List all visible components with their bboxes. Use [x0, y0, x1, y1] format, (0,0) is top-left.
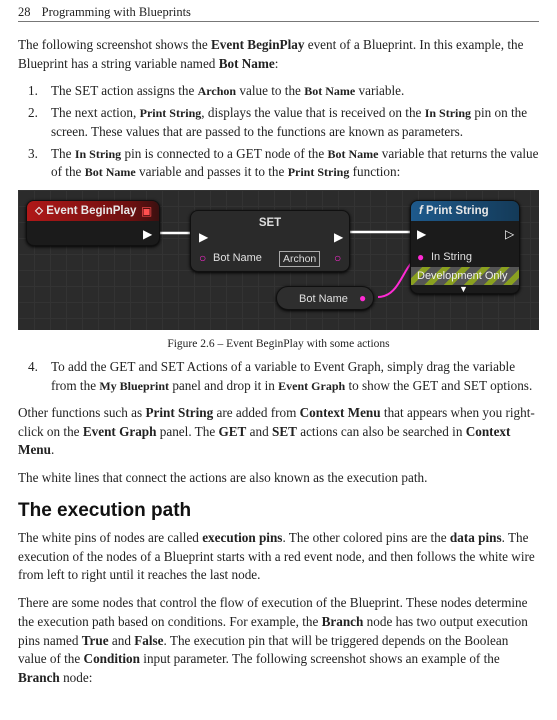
text-run: , displays the value that is received on the: [201, 105, 425, 121]
list-item: [18, 82, 539, 101]
exec-pin-icon[interactable]: ▶: [417, 227, 427, 242]
text-run: to show the GET and SET options.: [345, 378, 533, 394]
bold-term: In String: [74, 146, 122, 161]
paragraph: The white lines that connect the actions are also known as the execution path.: [18, 470, 428, 486]
list-number: 2.: [28, 105, 38, 121]
string-pin-icon[interactable]: ○: [334, 251, 342, 266]
text-run: Other functions such as: [18, 404, 146, 420]
bold-term: Event Graph: [278, 379, 346, 394]
bold-term: Print String: [139, 106, 202, 121]
bold-term: Print String: [145, 404, 214, 420]
paragraph: [18, 594, 539, 688]
text-run: The: [51, 145, 75, 161]
text-run: . The other colored pins are the: [282, 529, 450, 545]
exec-pin-icon[interactable]: ▶: [143, 227, 153, 242]
running-title: Programming with Blueprints: [41, 5, 191, 19]
node-header: [411, 201, 519, 221]
exec-pin-icon[interactable]: ▶: [334, 230, 344, 245]
text-run: panel. The: [156, 423, 219, 439]
page-content: [18, 36, 539, 697]
text-run: . The execution of the nodes of a Blueprint starts with a red event node, and then follows the white wire from left to right until it reaches the last node.: [18, 529, 535, 583]
bold-term: Print String: [287, 165, 350, 180]
text-run: There are some nodes that control the flow of execution of the Blueprint. These nodes determine the execution path based on conditions. For example, the: [18, 595, 528, 629]
list-item: [18, 104, 539, 141]
intro-paragraph: [18, 36, 539, 73]
bold-term: Bot Name: [84, 165, 136, 180]
exec-pin-icon[interactable]: ▶: [199, 230, 209, 245]
text-run: . The execution pin that will be triggered depends on the Boolean value of the: [18, 632, 509, 667]
function-f-icon: f: [419, 205, 423, 218]
bold-term: Bot Name: [327, 146, 379, 161]
list-item: [18, 358, 539, 395]
chevron-down-icon[interactable]: ▼: [459, 284, 468, 295]
node-header: [27, 201, 159, 221]
text-run: and: [246, 423, 272, 439]
text-run: actions can also be searched in: [296, 423, 466, 439]
bold-term: Archon: [197, 84, 237, 99]
node-title: Print String: [426, 205, 489, 218]
bold-term: Condition: [83, 651, 140, 667]
blueprint-screenshot: [18, 190, 539, 330]
page-header: [18, 4, 539, 22]
figure-caption: Figure 2.6 – Event BeginPlay with some actions: [167, 338, 390, 351]
bold-term: Branch: [321, 613, 364, 629]
bold-term: SET: [271, 423, 297, 439]
event-beginplay-node[interactable]: [26, 200, 160, 246]
bold-term: True: [81, 632, 109, 648]
list-number: 4.: [28, 359, 38, 375]
bold-term: Bot Name: [218, 55, 275, 71]
text-run: event of a Blueprint. In this example, the Blueprint has a string variable named: [18, 37, 524, 71]
text-run: that appears when you right-click on the: [18, 404, 535, 439]
pin-label: In String: [431, 251, 472, 264]
section-heading: The execution path: [18, 499, 192, 521]
text-run: node has two output execution pins named: [18, 613, 528, 648]
bold-term: Branch: [18, 669, 60, 685]
delegate-square-icon: ▣: [141, 204, 153, 219]
bold-term: Context Menu: [18, 423, 511, 458]
text-run: node:: [59, 669, 93, 685]
bold-term: Context Menu: [299, 404, 381, 420]
bold-term: My Blueprint: [99, 379, 170, 394]
text-run: value to the: [236, 83, 305, 99]
text-run: .: [50, 442, 55, 458]
text-run: variable and passes it to the: [135, 164, 288, 180]
string-pin-icon[interactable]: ●: [359, 291, 367, 306]
bot-name-get-node[interactable]: [276, 286, 374, 310]
page-number: 28: [18, 5, 31, 19]
paragraph: [18, 529, 539, 585]
text-run: and: [108, 632, 135, 648]
text-run: are added from: [213, 404, 300, 420]
text-run: variable.: [355, 83, 405, 99]
node-title: SET: [258, 217, 282, 230]
diamond-arrow-icon: ⬦: [35, 205, 44, 218]
node-title: Event BeginPlay: [46, 205, 137, 218]
bold-term: Event BeginPlay: [211, 37, 305, 52]
string-pin-icon[interactable]: ○: [199, 251, 207, 266]
bold-term: GET: [218, 423, 247, 439]
text-run: variable that returns the value of the: [51, 145, 539, 180]
exec-pin-icon[interactable]: ▷: [505, 227, 515, 242]
set-node[interactable]: [190, 210, 350, 272]
string-pin-icon[interactable]: ●: [417, 250, 425, 265]
node-label: Bot Name: [299, 293, 348, 306]
list-number: 3.: [28, 145, 38, 161]
list-item: [18, 145, 539, 182]
steps-list-continued: [18, 358, 539, 395]
dev-only-label: Development Only: [417, 270, 508, 283]
paragraph: [18, 404, 539, 460]
text-run: :: [274, 55, 279, 71]
text-run: The white pins of nodes are called: [18, 529, 203, 545]
text-run: pin is connected to a GET node of the: [121, 145, 328, 161]
text-run: panel and drop it in: [169, 378, 279, 394]
bold-term: data pins: [449, 529, 502, 545]
text-run: pin on the screen. These values that are passed to the functions are known as parameters.: [51, 105, 528, 139]
text-run: The following screenshot shows the: [18, 37, 212, 52]
bold-term: In String: [424, 106, 472, 121]
pin-label: Bot Name: [213, 252, 262, 265]
text-run: input parameter. The following screenshot shows an example of the: [139, 651, 500, 667]
print-string-node[interactable]: [410, 200, 520, 294]
bold-term: False: [134, 632, 164, 648]
text-run: The next action,: [51, 105, 140, 121]
list-number: 1.: [28, 83, 38, 99]
development-only-bar: [411, 267, 519, 285]
value-field[interactable]: Archon: [279, 251, 320, 267]
bold-term: execution pins: [202, 529, 283, 545]
bold-term: Event Graph: [82, 423, 157, 439]
text-run: The SET action assigns the: [51, 83, 198, 99]
text-run: To add the GET and SET Actions of a variable to Event Graph, simply drag the variable from the: [51, 359, 516, 394]
text-run: function:: [349, 164, 401, 180]
steps-list: [18, 82, 539, 182]
bold-term: Bot Name: [304, 84, 356, 99]
